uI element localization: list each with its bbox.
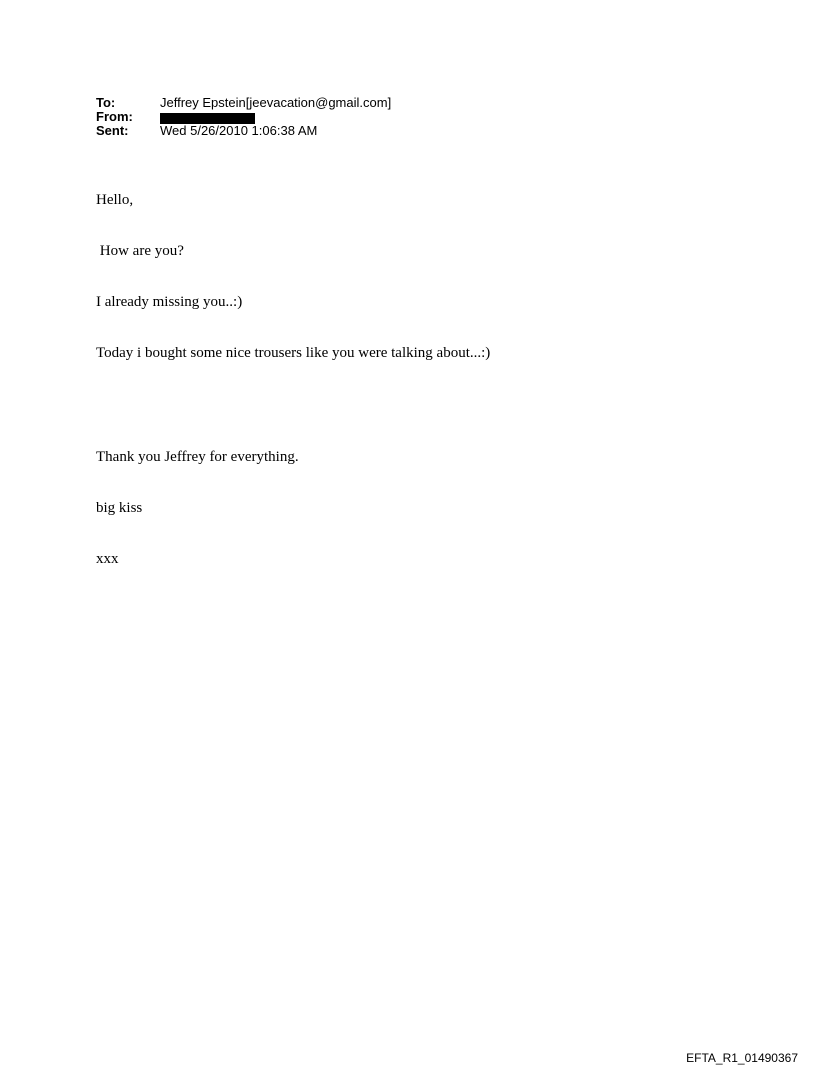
from-row	[96, 110, 391, 124]
body-line: Thank you Jeffrey for everything.	[96, 449, 299, 465]
body-line: Today i bought some nice trousers like you were talking about...:)	[96, 345, 491, 361]
document-id: EFTA_R1_01490367	[686, 1051, 798, 1065]
body-line: xxx	[96, 551, 119, 567]
blank-line	[96, 396, 490, 415]
to-label: To:	[96, 95, 116, 110]
sent-value: Wed 5/26/2010 1:06:38 AM	[160, 123, 318, 138]
to-value: Jeffrey Epstein[jeevacation@gmail.com]	[160, 95, 392, 110]
sent-label: Sent:	[96, 123, 129, 138]
body-line: Hello,	[96, 192, 134, 208]
email-header	[96, 96, 391, 138]
redaction-bar	[160, 113, 255, 124]
to-row	[96, 96, 391, 110]
sent-row	[96, 124, 391, 138]
body-line: How are you?	[96, 243, 184, 259]
body-line: I already missing you..:)	[96, 294, 243, 310]
body-line: big kiss	[96, 500, 143, 516]
email-body	[96, 158, 490, 585]
from-label: From:	[96, 109, 133, 124]
